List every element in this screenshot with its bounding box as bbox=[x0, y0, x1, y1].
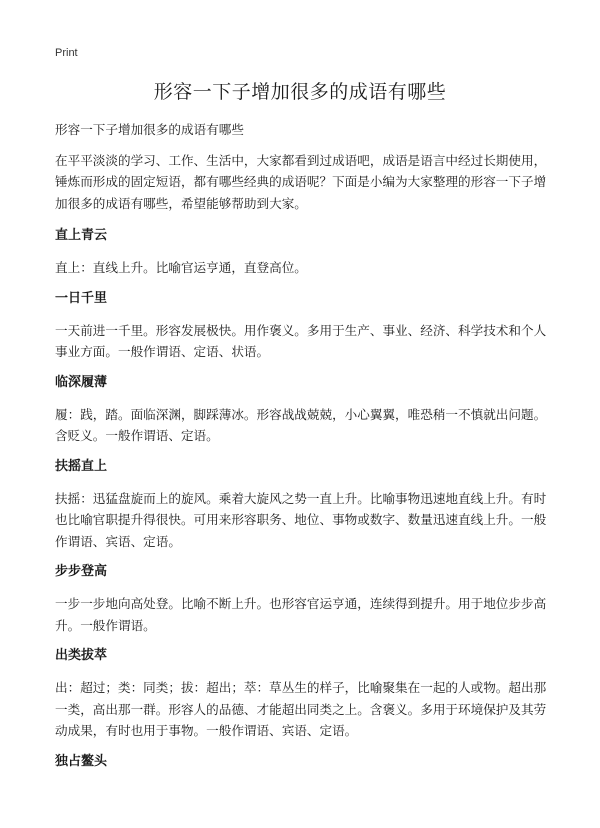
article-content bbox=[55, 119, 547, 783]
section-heading-duzhanaotou: 独占鳌头 bbox=[55, 753, 108, 769]
print-label[interactable]: Print bbox=[55, 47, 78, 59]
section-heading-fuyaozhishang: 扶摇直上 bbox=[55, 458, 108, 474]
section-body-chuleibacui: 出：超过；类：同类；拔：超出；萃：草丛生的样子，比喻聚集在一起的人或物。超出那一类，高出那一群。形容人的品德、才能超出同类之上。含褒义。多用于环境保护及其劳动成果，有时也用于事物。一般作谓语、宾语、定语。 bbox=[55, 680, 547, 738]
section-body-linshenlvbo: 履：践，踏。面临深渊，脚踩薄冰。形容战战兢兢，小心翼翼，唯恐稍一不慎就出问题。含贬义。一般作谓语、定语。 bbox=[55, 406, 547, 443]
section-heading-bubudenggao: 步步登高 bbox=[55, 564, 108, 579]
article-intro: 在平平淡淡的学习、工作、生活中，大家都看到过成语吧，成语是语言中经过长期使用，锤炼而形成的固定短语，都有哪些经典的成语呢？下面是小编为大家整理的形容一下子增加很多的成语有哪些，希望能够帮助到大家。 bbox=[55, 152, 547, 211]
section-heading-zhishangqingyun: 直上青云 bbox=[55, 228, 108, 243]
article-subtitle: 形容一下子增加很多的成语有哪些 bbox=[55, 122, 244, 137]
section-heading-chuleibacui: 出类拔萃 bbox=[55, 648, 108, 663]
page-title: 形容一下子增加很多的成语有哪些 bbox=[153, 81, 447, 103]
section-body-yiriqianli: 一天前进一千里。形容发展极快。用作褒义。多用于生产、事业、经济、科学技术和个人事业方面。一般作谓语、定语、状语。 bbox=[55, 322, 547, 359]
section-body-bubudenggao: 一步一步地向高处登。比喻不断上升。也形容官运亨通，连续得到提升。用于地位步步高升。一般作谓语。 bbox=[55, 596, 547, 633]
section-body-fuyaozhishang: 扶摇：迅猛盘旋而上的旋风。乘着大旋风之势一直上升。比喻事物迅速地直线上升。有时也比喻官职提升得很快。可用来形容职务、地位、事物或数字、数量迅速直线上升。一般作谓语、宾语、定语。 bbox=[55, 490, 547, 549]
section-heading-linshenlvbo: 临深履薄 bbox=[55, 374, 108, 390]
section-body-zhishangqingyun: 直上：直线上升。比喻官运亨通，直登高位。 bbox=[55, 260, 307, 275]
section-heading-yiriqianli: 一日千里 bbox=[55, 290, 108, 306]
